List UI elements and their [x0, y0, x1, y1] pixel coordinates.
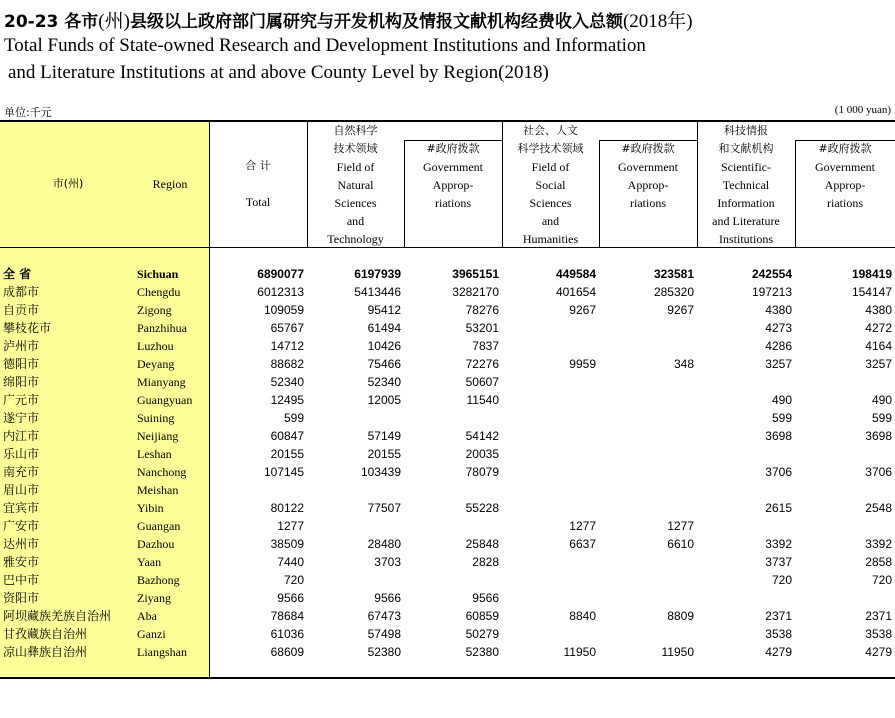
table-row	[0, 265, 895, 283]
region-name-en: Neijiang	[137, 429, 179, 443]
header-info	[697, 122, 795, 248]
region-name-zh: 巴中市	[3, 573, 40, 587]
title-zh-paren: (州)	[98, 11, 130, 32]
table-row	[0, 355, 895, 373]
value-cell: 53201	[465, 321, 499, 335]
value-cell: 4380	[765, 303, 792, 317]
value-cell: 599	[771, 411, 792, 425]
region-name-en: Deyang	[137, 357, 175, 371]
region-name-en: Guangan	[137, 519, 181, 533]
region-name-zh: 成都市	[3, 285, 40, 299]
value-cell: 4380	[865, 303, 892, 317]
header-social-gov	[599, 140, 697, 212]
region-name-en: Yaan	[137, 555, 162, 569]
value-cell: 9566	[472, 591, 499, 605]
value-cell: 3965151	[452, 267, 499, 281]
header-info-gov-line: riations	[827, 196, 863, 210]
region-name-en: Ganzi	[137, 627, 166, 641]
value-cell: 52380	[465, 645, 499, 659]
value-cell: 490	[871, 393, 892, 407]
value-cell: 4279	[765, 645, 792, 659]
region-name-zh: 攀枝花市	[3, 321, 52, 335]
value-cell: 50607	[465, 375, 499, 389]
region-name-en: Sichuan	[137, 267, 179, 281]
region-name-en: Ziyang	[137, 591, 171, 605]
value-cell: 6637	[569, 537, 596, 551]
value-cell: 72276	[465, 357, 499, 371]
value-cell: 57149	[367, 429, 401, 443]
region-name-zh: 遂宁市	[3, 411, 40, 425]
value-cell: 3282170	[452, 285, 499, 299]
value-cell: 20155	[367, 447, 401, 461]
value-cell: 242554	[751, 267, 792, 281]
value-cell: 9267	[569, 303, 596, 317]
value-cell: 6610	[667, 537, 694, 551]
value-cell: 107145	[263, 465, 304, 479]
table-row	[0, 481, 895, 499]
value-cell: 6197939	[354, 267, 401, 281]
value-cell: 52380	[367, 645, 401, 659]
value-cell: 61494	[367, 321, 401, 335]
value-cell: 12005	[367, 393, 401, 407]
value-cell: 9566	[277, 591, 304, 605]
value-cell: 52340	[367, 375, 401, 389]
value-cell: 323581	[653, 267, 694, 281]
value-cell: 3392	[865, 537, 892, 551]
value-cell: 25848	[465, 537, 499, 551]
header-natural-line: Technology	[327, 232, 384, 246]
title-zh-year: (2018年)	[622, 11, 693, 32]
unit-zh: 单位:千元	[4, 106, 52, 119]
title-zh-main: 20-23 各市	[4, 12, 99, 32]
header-natural-gov-line: Approp-	[432, 178, 474, 192]
value-cell: 2548	[865, 501, 892, 515]
value-cell: 109059	[263, 303, 304, 317]
header-region-zh: 市(州)	[52, 177, 84, 190]
region-name-zh: 眉山市	[3, 483, 40, 497]
value-cell: 3538	[865, 627, 892, 641]
region-name-zh: 乐山市	[3, 447, 40, 461]
value-cell: 28480	[367, 537, 401, 551]
value-cell: 12495	[270, 393, 304, 407]
region-name-en: Liangshan	[137, 645, 187, 659]
value-cell: 78276	[465, 303, 499, 317]
value-cell: 88682	[270, 357, 304, 371]
region-name-en: Panzhihua	[137, 321, 187, 335]
title-zh-rest: 县级以上政府部门属研究与开发机构及情报文献机构经费收入总额	[129, 12, 623, 32]
table-row	[0, 283, 895, 301]
header-info-gov-line: Approp-	[824, 178, 866, 192]
region-name-en: Meishan	[137, 483, 179, 497]
value-cell: 3706	[765, 465, 792, 479]
header-info-gov	[795, 140, 895, 212]
value-cell: 95412	[367, 303, 401, 317]
value-cell: 3698	[765, 429, 792, 443]
value-cell: 20035	[465, 447, 499, 461]
header-social-line: Humanities	[522, 232, 579, 246]
header-info-gov-line: Government	[815, 160, 875, 174]
bottom-rule	[0, 677, 895, 679]
header-social-line: Social	[535, 178, 566, 192]
header-natural-line: 技术领域	[333, 142, 378, 155]
value-cell: 8840	[569, 609, 596, 623]
value-cell: 14712	[270, 339, 304, 353]
table-row	[0, 517, 895, 535]
header-natural-gov-line: Government	[423, 160, 483, 174]
region-name-en: Guangyuan	[137, 393, 193, 407]
table-row	[0, 427, 895, 445]
value-cell: 2858	[865, 555, 892, 569]
value-cell: 8809	[667, 609, 694, 623]
region-name-en: Zigong	[137, 303, 172, 317]
region-name-zh: 达州市	[3, 537, 40, 551]
table-row	[0, 553, 895, 571]
region-name-zh: 凉山彝族自治州	[3, 645, 88, 659]
header-natural-line: Natural	[337, 178, 374, 192]
region-name-en: Yibin	[137, 501, 164, 515]
header-natural-gov	[404, 140, 502, 212]
value-cell: 52340	[270, 375, 304, 389]
value-cell: 449584	[555, 267, 596, 281]
table-row	[0, 571, 895, 589]
table-title-en-line1: Total Funds of State-owned Research and Development Institutions and Information	[4, 35, 646, 56]
header-info-line: Information	[717, 196, 775, 210]
region-name-zh: 甘孜藏族自治州	[3, 627, 88, 641]
value-cell: 77507	[367, 501, 401, 515]
value-cell: 65767	[270, 321, 304, 335]
table-row	[0, 409, 895, 427]
header-social-gov-line: #政府拨款	[621, 142, 675, 155]
header-info-line: 科技情报	[724, 124, 768, 137]
region-name-zh: 南充市	[3, 465, 40, 479]
region-name-en: Dazhou	[137, 537, 175, 551]
region-name-en: Suining	[137, 411, 175, 425]
header-natural-gov-line: riations	[435, 196, 471, 210]
table-row	[0, 535, 895, 553]
value-cell: 348	[673, 357, 694, 371]
table-row	[0, 301, 895, 319]
value-cell: 103439	[360, 465, 401, 479]
value-cell: 6012313	[257, 285, 304, 299]
header-social-gov-line: Approp-	[627, 178, 669, 192]
value-cell: 54142	[465, 429, 499, 443]
table-row	[0, 643, 895, 661]
header-natural-gov-line: #政府拨款	[426, 142, 480, 155]
region-name-zh: 内江市	[3, 429, 40, 443]
value-cell: 11540	[466, 393, 499, 407]
value-cell: 2828	[472, 555, 499, 569]
header-social-line: Sciences	[529, 196, 572, 210]
table-row	[0, 337, 895, 355]
value-cell: 3698	[865, 429, 892, 443]
header-natural-line: Field of	[336, 160, 375, 174]
value-cell: 55228	[465, 501, 499, 515]
header-natural-line: Sciences	[334, 196, 377, 210]
table-row	[0, 589, 895, 607]
value-cell: 5413446	[354, 285, 401, 299]
region-name-zh: 资阳市	[3, 591, 40, 605]
header-total-en-label: Total	[245, 195, 271, 209]
value-cell: 7440	[277, 555, 304, 569]
value-cell: 4286	[765, 339, 792, 353]
value-cell: 60847	[270, 429, 304, 443]
region-name-zh: 德阳市	[3, 357, 40, 371]
value-cell: 285320	[653, 285, 694, 299]
value-cell: 599	[283, 411, 304, 425]
header-total	[209, 157, 307, 211]
value-cell: 60859	[465, 609, 499, 623]
header-natural-line: 自然科学	[333, 124, 378, 137]
header-info-line: and Literature	[712, 214, 780, 228]
region-name-en: Aba	[137, 609, 157, 623]
header-social	[502, 122, 599, 248]
value-cell: 78079	[465, 465, 499, 479]
table-row	[0, 625, 895, 643]
value-cell: 3257	[865, 357, 892, 371]
value-cell: 9267	[667, 303, 694, 317]
header-info-line: 和文献机构	[718, 142, 774, 155]
value-cell: 10426	[367, 339, 401, 353]
table-row	[0, 391, 895, 409]
value-cell: 9566	[374, 591, 401, 605]
region-name-zh: 宜宾市	[3, 501, 40, 515]
table-row	[0, 445, 895, 463]
value-cell: 4273	[765, 321, 792, 335]
value-cell: 75466	[367, 357, 401, 371]
table-title-zh	[4, 6, 693, 33]
header-social-gov-line: Government	[618, 160, 678, 174]
header-info-line: Institutions	[718, 232, 773, 246]
value-cell: 2371	[865, 609, 892, 623]
value-cell: 57498	[367, 627, 401, 641]
value-cell: 6890077	[257, 267, 304, 281]
header-region-en: Region	[152, 177, 188, 191]
table-row	[0, 463, 895, 481]
region-name-en: Luzhou	[137, 339, 174, 353]
value-cell: 2615	[765, 501, 792, 515]
region-name-en: Bazhong	[137, 573, 180, 587]
value-cell: 720	[771, 573, 792, 587]
value-cell: 3703	[374, 555, 401, 569]
header-social-line: 社会、人文	[523, 124, 578, 137]
header-natural-line: and	[346, 214, 365, 228]
region-name-zh: 广元市	[3, 393, 40, 407]
region-name-zh: 阿坝藏族羌族自治州	[3, 609, 112, 623]
region-name-zh: 自贡市	[3, 303, 40, 317]
value-cell: 401654	[555, 285, 596, 299]
value-cell: 1277	[569, 519, 596, 533]
region-name-zh: 泸州市	[3, 339, 40, 353]
region-name-en: Nanchong	[137, 465, 187, 479]
table-row	[0, 373, 895, 391]
region-name-en: Leshan	[137, 447, 172, 461]
region-name-zh: 雅安市	[3, 555, 40, 569]
value-cell: 9959	[569, 357, 596, 371]
value-cell: 599	[871, 411, 892, 425]
value-cell: 80122	[270, 501, 304, 515]
region-name-en: Mianyang	[137, 375, 186, 389]
header-total-zh: 合 计	[245, 159, 271, 172]
value-cell: 3257	[765, 357, 792, 371]
value-cell: 720	[871, 573, 892, 587]
value-cell: 490	[771, 393, 792, 407]
unit-en: (1 000 yuan)	[834, 104, 891, 116]
value-cell: 4272	[865, 321, 892, 335]
value-cell: 68609	[270, 645, 304, 659]
value-cell: 3706	[865, 465, 892, 479]
value-cell: 154147	[851, 285, 892, 299]
header-info-line: Technical	[722, 178, 770, 192]
value-cell: 3737	[765, 555, 792, 569]
value-cell: 720	[283, 573, 304, 587]
value-cell: 11950	[563, 645, 596, 659]
header-total-en	[209, 175, 307, 193]
value-cell: 4164	[865, 339, 892, 353]
table-row	[0, 319, 895, 337]
value-cell: 1277	[277, 519, 304, 533]
value-cell: 3392	[765, 537, 792, 551]
region-name-zh: 绵阳市	[3, 375, 40, 389]
region-name-zh: 全 省	[3, 267, 32, 281]
value-cell: 38509	[270, 537, 304, 551]
value-cell: 3538	[765, 627, 792, 641]
value-cell: 50279	[465, 627, 499, 641]
value-cell: 1277	[667, 519, 694, 533]
header-social-line: and	[541, 214, 560, 228]
header-social-line: 科学技术领域	[517, 142, 584, 155]
header-social-line: Field of	[531, 160, 570, 174]
value-cell: 20155	[270, 447, 304, 461]
value-cell: 4279	[865, 645, 892, 659]
value-cell: 198419	[851, 267, 892, 281]
value-cell: 2371	[765, 609, 792, 623]
value-cell: 7837	[472, 339, 499, 353]
value-cell: 78684	[270, 609, 304, 623]
table-row	[0, 607, 895, 625]
value-cell: 11950	[661, 645, 694, 659]
value-cell: 67473	[367, 609, 401, 623]
table-row	[0, 499, 895, 517]
header-info-line: Scientific-	[721, 160, 771, 174]
header-info-gov-line: #政府拨款	[818, 142, 872, 155]
table-title-en-line2: and Literature Institutions at and above County Level by Region(2018)	[8, 62, 549, 83]
header-social-gov-line: riations	[630, 196, 666, 210]
region-name-en: Chengdu	[137, 285, 181, 299]
region-name-zh: 广安市	[3, 519, 40, 533]
header-natural	[307, 122, 404, 248]
value-cell: 61036	[270, 627, 304, 641]
value-cell: 197213	[751, 285, 792, 299]
